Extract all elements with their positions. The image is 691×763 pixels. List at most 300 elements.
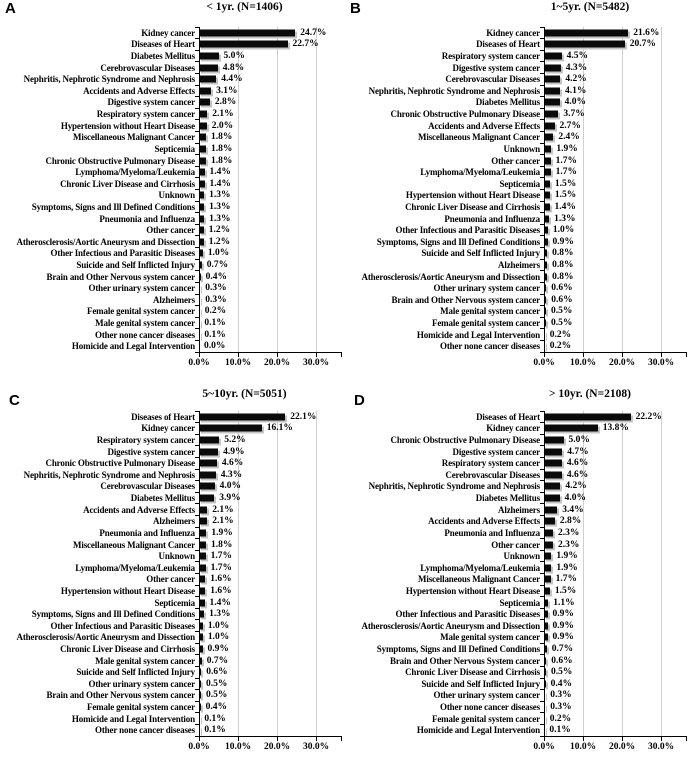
- bar-row: [345, 155, 691, 167]
- chart-area: [345, 27, 691, 352]
- bar-row: [345, 213, 691, 225]
- plot-cell: [199, 73, 343, 85]
- value-label: 1.5%: [554, 585, 577, 596]
- value-label: 1.3%: [209, 190, 231, 201]
- value-label: 4.3%: [220, 469, 243, 480]
- category-label: Nephritis, Nephrotic Syndrome and Nephrosis: [23, 74, 195, 85]
- category-label: Accidents and Adverse Effects: [428, 516, 540, 527]
- category-label: Hypertension without Heart Disease: [60, 120, 195, 131]
- category-label: Miscellaneous Malignant Cancer: [418, 132, 540, 143]
- bar: [544, 413, 631, 420]
- value-label: 1.9%: [556, 143, 578, 154]
- value-label: 2.1%: [212, 516, 234, 527]
- plot-cell: [199, 411, 343, 423]
- plot-cell: [544, 282, 689, 294]
- plot-cell: [199, 236, 343, 248]
- category-label: Alzheimers: [153, 294, 195, 305]
- value-label: 20.7%: [629, 39, 656, 50]
- bar-row: [345, 27, 691, 39]
- bar-row: [0, 155, 345, 167]
- value-label: 1.3%: [209, 201, 231, 212]
- bar-row: [345, 143, 691, 155]
- plot-cell: [199, 562, 343, 574]
- bar-row: [345, 282, 691, 294]
- category-label: Accidents and Adverse Effects: [83, 504, 195, 515]
- bar-row: [0, 469, 345, 481]
- value-label: 0.7%: [551, 643, 574, 654]
- axis-tick: [316, 353, 317, 357]
- bar-row: [345, 108, 691, 120]
- plot-cell: [544, 574, 689, 586]
- value-label: 0.0%: [204, 341, 226, 352]
- plot-cell: [199, 282, 343, 294]
- category-label: Suicide and Self Inflicted Injury: [76, 667, 195, 678]
- value-label: 1.8%: [211, 143, 233, 154]
- value-label: 3.1%: [216, 85, 238, 96]
- plot-cell: [199, 515, 343, 527]
- bar: [544, 506, 557, 513]
- bar: [199, 448, 218, 455]
- bar-row: [345, 527, 691, 539]
- value-label: 1.4%: [209, 597, 231, 608]
- bar-row: [0, 131, 345, 143]
- plot-cell: [199, 201, 343, 213]
- category-label: Pneumonia and Influenza: [444, 213, 540, 224]
- category-label: Suicide and Self Inflicted Injury: [421, 678, 540, 689]
- bar-row: [0, 527, 345, 539]
- plot-cell: [544, 469, 689, 481]
- category-label: Female genital system cancer: [86, 702, 195, 713]
- category-label: Homicide and Legal Intervention: [71, 341, 195, 352]
- value-label: 1.4%: [209, 178, 231, 189]
- plot-cell: [199, 666, 343, 678]
- bar-row: [345, 655, 691, 667]
- axis-tick-label: 10.0%: [569, 742, 597, 752]
- plot-cell: [199, 97, 343, 109]
- category-label: Respiratory system cancer: [96, 435, 195, 446]
- bar: [199, 460, 217, 467]
- value-label: 4.1%: [565, 85, 587, 96]
- chart-area: [345, 411, 691, 736]
- bar-row: [0, 504, 345, 516]
- bar-row: [345, 85, 691, 97]
- value-label: 1.8%: [211, 539, 233, 550]
- axis-tick: [661, 737, 662, 741]
- plot-cell: [199, 620, 343, 632]
- category-label: Brain and Other Nervous System cancer: [389, 655, 540, 666]
- category-label: Nephritis, Nephrotic Syndrome and Nephrosis: [23, 469, 195, 480]
- value-label: 24.7%: [300, 27, 327, 38]
- chart-area: [0, 27, 345, 352]
- bar-row: [0, 201, 345, 213]
- value-label: 4.5%: [566, 51, 588, 62]
- plot-cell: [544, 411, 689, 423]
- value-label: 22.2%: [635, 411, 662, 422]
- bar-row: [0, 585, 345, 597]
- bar-row: [0, 236, 345, 248]
- category-label: Digestive system cancer: [107, 446, 195, 457]
- bar-row: [345, 329, 691, 341]
- value-label: 0.3%: [205, 283, 227, 294]
- bar: [199, 87, 211, 94]
- plot-cell: [199, 527, 343, 539]
- bar-row: [0, 724, 345, 736]
- plot-cell: [199, 632, 343, 644]
- value-label: 0.2%: [204, 306, 227, 317]
- bar: [544, 111, 558, 118]
- category-label: Male genital system cancer: [95, 655, 195, 666]
- panel-d: [345, 378, 691, 763]
- bar-row: [0, 423, 345, 435]
- value-label: 4.8%: [222, 62, 245, 73]
- plot-cell: [199, 259, 343, 271]
- bar-row: [345, 481, 691, 493]
- plot-cell: [199, 166, 343, 178]
- bar-row: [0, 608, 345, 620]
- bar-row: [345, 340, 691, 352]
- rows: [345, 27, 691, 352]
- category-label: Hypertension without Heart Disease: [60, 585, 195, 596]
- bar-row: [345, 411, 691, 423]
- plot-cell: [199, 701, 343, 713]
- value-label: 1.1%: [553, 597, 575, 608]
- value-label: 0.6%: [206, 667, 228, 678]
- category-label: Other Infectious and Parasitic Diseases: [50, 620, 195, 631]
- axis-tick-label: 0.0%: [188, 358, 210, 368]
- value-label: 0.5%: [206, 678, 228, 689]
- bar-row: [345, 73, 691, 85]
- bar-row: [345, 574, 691, 586]
- y-axis: [544, 27, 545, 352]
- axis-tick-label: 10.0%: [224, 358, 252, 368]
- axis-tick: [341, 353, 342, 357]
- value-label: 4.7%: [567, 446, 589, 457]
- category-label: Accidents and Adverse Effects: [83, 85, 195, 96]
- category-label: Unknown: [503, 143, 540, 154]
- bar-row: [345, 701, 691, 713]
- value-label: 1.6%: [210, 574, 232, 585]
- category-label: Respiratory system cancer: [441, 51, 540, 62]
- category-label: Other urinary system cancer: [433, 690, 540, 701]
- bar-row: [0, 329, 345, 341]
- category-label: Other none cancer diseases: [94, 329, 195, 340]
- bar: [544, 53, 562, 60]
- bar-row: [345, 492, 691, 504]
- value-label: 22.1%: [290, 411, 317, 422]
- category-label: Miscellaneous Malignant Cancer: [73, 539, 195, 550]
- bar: [544, 99, 560, 106]
- y-axis: [544, 411, 545, 736]
- value-label: 0.5%: [551, 667, 573, 678]
- bar-row: [0, 317, 345, 329]
- axis-tick: [622, 353, 623, 357]
- value-label: 1.2%: [208, 236, 231, 247]
- bar-row: [0, 492, 345, 504]
- value-label: 1.3%: [209, 609, 231, 620]
- bar-row: [0, 39, 345, 51]
- category-label: Cerebrovascular Diseases: [100, 62, 195, 73]
- value-label: 0.4%: [550, 678, 572, 689]
- category-label: Brain and Other Nervous system cancer: [46, 690, 195, 701]
- value-label: 0.8%: [552, 248, 574, 259]
- rows: [0, 27, 345, 352]
- bar-row: [0, 457, 345, 469]
- value-label: 3.9%: [219, 493, 241, 504]
- value-label: 4.0%: [564, 97, 586, 108]
- plot-cell: [544, 678, 689, 690]
- bar: [199, 483, 215, 490]
- value-label: 4.0%: [219, 481, 241, 492]
- axis-tick: [316, 737, 317, 741]
- panel-c: [0, 378, 345, 763]
- plot-cell: [544, 585, 689, 597]
- value-label: 1.0%: [207, 632, 230, 643]
- category-label: Suicide and Self Inflicted Injury: [421, 248, 540, 259]
- category-label: Pneumonia and Influenza: [99, 527, 195, 538]
- category-label: Female genital system cancer: [86, 306, 195, 317]
- category-label: Diabetes Mellitus: [475, 97, 540, 108]
- plot-cell: [544, 201, 689, 213]
- plot-cell: [544, 108, 689, 120]
- bar-row: [0, 713, 345, 725]
- value-label: 2.7%: [559, 120, 581, 131]
- category-label: Cerebrovascular Diseases: [445, 74, 540, 85]
- bar: [199, 99, 210, 106]
- bar-row: [0, 190, 345, 202]
- bar-row: [345, 306, 691, 318]
- bar-row: [345, 597, 691, 609]
- value-label: 0.3%: [205, 294, 227, 305]
- category-label: Other none cancer diseases: [439, 702, 540, 713]
- value-label: 0.5%: [206, 690, 228, 701]
- category-label: Septicemia: [154, 597, 195, 608]
- value-label: 1.0%: [207, 620, 230, 631]
- category-label: Other Infectious and Parasitic Diseases: [50, 248, 195, 259]
- x-axis: [188, 736, 342, 755]
- category-label: Female genital system cancer: [431, 713, 540, 724]
- category-label: Alzheimers: [498, 504, 540, 515]
- plot-cell: [199, 713, 343, 725]
- bar: [544, 448, 562, 455]
- value-label: 0.3%: [550, 702, 572, 713]
- bar-row: [345, 201, 691, 213]
- value-label: 2.8%: [214, 97, 237, 108]
- category-label: Other none cancer diseases: [439, 341, 540, 352]
- category-label: Accidents and Adverse Effects: [428, 120, 540, 131]
- value-label: 0.7%: [206, 259, 229, 270]
- bar-row: [0, 655, 345, 667]
- plot-cell: [199, 643, 343, 655]
- plot-cell: [544, 608, 689, 620]
- plot-cell: [199, 678, 343, 690]
- category-label: Nephritis, Nephrotic Syndrome and Nephrosis: [368, 85, 540, 96]
- bar-row: [0, 340, 345, 352]
- plot-cell: [544, 294, 689, 306]
- bar: [199, 41, 288, 48]
- bar: [199, 145, 206, 152]
- plot-cell: [199, 469, 343, 481]
- axis-tick: [661, 353, 662, 357]
- plot-cell: [199, 690, 343, 702]
- category-label: Other cancer: [491, 155, 540, 166]
- category-label: Atherosclerosis/Aortic Aneurysm and Dissection: [16, 632, 195, 643]
- axis-tick: [238, 737, 239, 741]
- bar: [544, 76, 560, 83]
- value-label: 1.7%: [555, 574, 577, 585]
- bar-row: [345, 690, 691, 702]
- bar-row: [0, 27, 345, 39]
- bar: [199, 541, 206, 548]
- plot-cell: [199, 574, 343, 586]
- value-label: 1.8%: [211, 155, 233, 166]
- value-label: 4.6%: [566, 458, 589, 469]
- bar-row: [0, 678, 345, 690]
- category-label: Unknown: [158, 551, 195, 562]
- value-label: 2.3%: [558, 539, 580, 550]
- bar-row: [345, 539, 691, 551]
- category-label: Male genital system cancer: [95, 318, 195, 329]
- category-label: Chronic Obstructive Pulmonary Disease: [390, 109, 540, 120]
- value-label: 1.9%: [556, 551, 578, 562]
- bar: [199, 413, 285, 420]
- chart-area: [0, 411, 345, 736]
- axis-tick-label: 30.0%: [302, 742, 330, 752]
- axis-tick: [238, 353, 239, 357]
- bar-row: [345, 423, 691, 435]
- value-label: 1.6%: [210, 585, 232, 596]
- value-label: 5.0%: [568, 435, 590, 446]
- bar-row: [0, 97, 345, 109]
- value-label: 1.4%: [554, 201, 576, 212]
- category-label: Hypertension without Heart Disease: [405, 585, 540, 596]
- bar-row: [345, 562, 691, 574]
- category-label: Other cancer: [146, 574, 195, 585]
- bar-row: [345, 585, 691, 597]
- category-label: Symptoms, Signs and Ill Defined Conditions: [376, 236, 540, 247]
- value-label: 0.9%: [552, 620, 574, 631]
- category-label: Lymphoma/Myeloma/Leukemia: [420, 167, 540, 178]
- plot-cell: [544, 340, 689, 352]
- value-label: 0.6%: [551, 655, 573, 666]
- value-label: 1.9%: [211, 527, 233, 538]
- axis-tick-label: 10.0%: [569, 358, 597, 368]
- plot-cell: [199, 62, 343, 74]
- plot-cell: [199, 317, 343, 329]
- panel-letter-c: C: [9, 392, 20, 409]
- plot-cell: [544, 492, 689, 504]
- value-label: 0.6%: [551, 294, 573, 305]
- value-label: 0.1%: [204, 329, 226, 340]
- category-label: Brain and Other Nervous system cancer: [46, 271, 195, 282]
- bar-row: [0, 143, 345, 155]
- bar-row: [345, 224, 691, 236]
- rows: [0, 411, 345, 736]
- plot-cell: [544, 131, 689, 143]
- axis-tick: [583, 737, 584, 741]
- category-label: Respiratory system cancer: [96, 109, 195, 120]
- plot-cell: [544, 329, 689, 341]
- plot-cell: [199, 248, 343, 260]
- value-label: 0.9%: [207, 643, 229, 654]
- value-label: 4.4%: [221, 74, 243, 85]
- bar: [544, 425, 598, 432]
- plot-cell: [199, 294, 343, 306]
- bar-row: [345, 259, 691, 271]
- value-label: 3.4%: [562, 504, 584, 515]
- plot-cell: [199, 120, 343, 132]
- bar-row: [0, 306, 345, 318]
- bar-row: [345, 608, 691, 620]
- bar: [544, 87, 560, 94]
- bar-row: [0, 178, 345, 190]
- plot-cell: [544, 248, 689, 260]
- bar-row: [345, 550, 691, 562]
- plot-cell: [544, 190, 689, 202]
- plot-cell: [544, 97, 689, 109]
- bar-row: [345, 271, 691, 283]
- bar-row: [345, 446, 691, 458]
- bar: [544, 41, 625, 48]
- category-label: Atherosclerosis/Aortic Aneurysm and Dissection: [361, 271, 540, 282]
- category-label: Chronic Obstructive Pulmonary Disease: [45, 458, 195, 469]
- plot-cell: [544, 701, 689, 713]
- category-label: Homicide and Legal Intervention: [416, 329, 540, 340]
- value-label: 0.1%: [204, 318, 226, 329]
- plot-cell: [544, 713, 689, 725]
- plot-cell: [199, 492, 343, 504]
- category-label: Septicemia: [154, 143, 195, 154]
- bar-row: [345, 724, 691, 736]
- bar-row: [0, 666, 345, 678]
- category-label: Male genital system cancer: [440, 632, 540, 643]
- bar-row: [345, 469, 691, 481]
- value-label: 0.9%: [552, 236, 574, 247]
- bar-row: [0, 632, 345, 644]
- bar-row: [345, 666, 691, 678]
- category-label: Hypertension without Heart Disease: [405, 190, 540, 201]
- bar-row: [0, 224, 345, 236]
- bar-row: [345, 434, 691, 446]
- plot-cell: [199, 155, 343, 167]
- category-label: Nephritis, Nephrotic Syndrome and Nephrosis: [368, 481, 540, 492]
- category-label: Symptoms, Signs and Ill Defined Conditions: [31, 609, 195, 620]
- category-label: Pneumonia and Influenza: [444, 527, 540, 538]
- axis-tick: [686, 353, 687, 357]
- category-label: Alzheimers: [153, 516, 195, 527]
- value-label: 4.2%: [565, 74, 587, 85]
- plot-cell: [544, 306, 689, 318]
- bar: [544, 460, 562, 467]
- category-label: Symptoms, Signs and Ill Defined Conditions: [31, 201, 195, 212]
- bar-row: [345, 678, 691, 690]
- bar-row: [0, 481, 345, 493]
- value-label: 1.7%: [210, 551, 232, 562]
- bar: [544, 518, 555, 525]
- bar-row: [0, 294, 345, 306]
- plot-cell: [199, 724, 343, 736]
- category-label: Miscellaneous Malignant Cancer: [418, 574, 540, 585]
- plot-cell: [544, 178, 689, 190]
- value-label: 4.6%: [221, 458, 244, 469]
- value-label: 4.6%: [566, 469, 589, 480]
- value-label: 5.2%: [224, 435, 246, 446]
- y-axis: [199, 27, 200, 352]
- value-label: 2.3%: [558, 527, 580, 538]
- bar-row: [345, 190, 691, 202]
- axis-tick: [544, 353, 545, 357]
- bar: [544, 122, 555, 129]
- category-label: Kidney cancer: [141, 423, 195, 434]
